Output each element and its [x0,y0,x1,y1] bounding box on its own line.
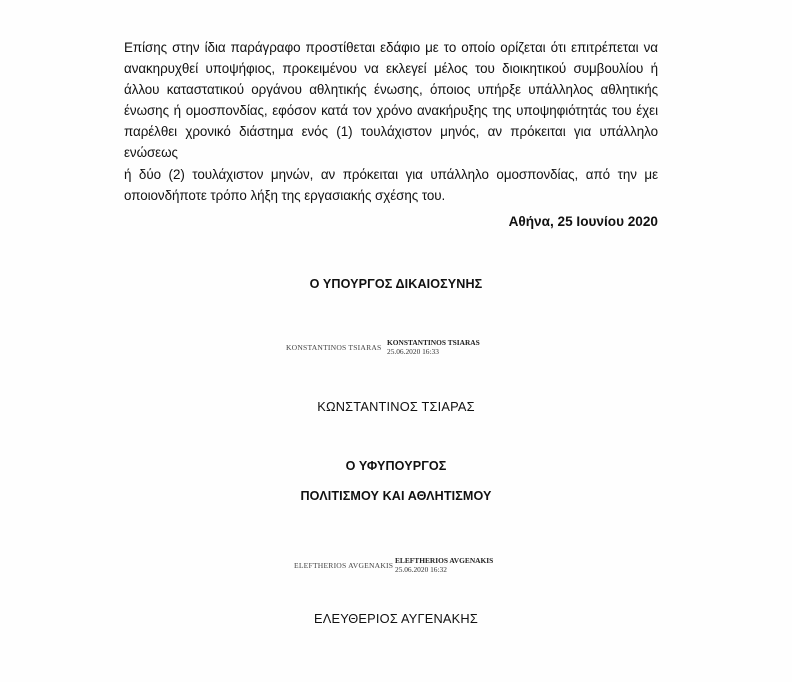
paragraph-line: παρέλθει χρονικό διάστημα ενός (1) τουλάχιστον μηνός, αν πρόκειται για υπάλληλο ενώσεως [124,124,658,161]
body-paragraph [124,37,658,206]
signature-stamp [387,338,480,356]
paragraph-line: Επίσης στην ίδια παράγραφο προστίθεται εδάφιο με το οποίο ορίζεται ότι επιτρέπεται να [124,40,658,55]
signature-signer: KONSTANTINOS TSIARAS [286,343,382,352]
paragraph-line: ανακηρυχθεί υποψήφιος, προκειμένου να εκλεγεί μέλος του διοικητικού συμβουλίου ή [124,61,658,77]
signatory-title-line-2: ΠΟΛΙΤΙΣΜΟΥ ΚΑΙ ΑΘΛΗΤΙΣΜΟΥ [300,489,492,503]
stamp-datetime: 25.06.2020 16:33 [387,347,439,356]
signatory-name: ΚΩΝΣΤΑΝΤΙΝΟΣ ΤΣΙΑΡΑΣ [317,399,475,414]
paragraph-line: ή δύο (2) τουλάχιστον μηνών, αν πρόκειται για υπάλληλο ομοσπονδίας, από την με [124,166,658,182]
signatory-title: Ο ΥΦΥΠΟΥΡΓΟΣ [345,459,447,473]
signatory-title: Ο ΥΠΟΥΡΓΟΣ ΔΙΚΑΙΟΣΥΝΗΣ [309,277,483,291]
signature-signer: ELEFTHERIOS AVGENAKIS [294,561,394,570]
paragraph-line: άλλου καταστατικού οργάνου αθλητικής ένωσης, όποιος υπήρξε υπάλληλος αθλητικής [124,82,658,98]
paragraph-line: ένωσης ή ομοσπονδίας, εφόσον κατά τον χρόνο ανακήρυξης της υποψηφιότητάς του έχει [124,103,658,119]
signature-stamp [395,556,493,574]
paragraph-line: οποιονδήποτε τρόπο λήξη της εργασιακής σχέσης του. [124,187,446,203]
place-date: Αθήνα, 25 Ιουνίου 2020 [508,214,658,229]
signatory-name: ΕΛΕΥΘΕΡΙΟΣ ΑΥΓΕΝΑΚΗΣ [314,611,478,626]
stamp-name: KONSTANTINOS TSIARAS [387,338,480,347]
stamp-name: ELEFTHERIOS AVGENAKIS [395,556,494,565]
stamp-datetime: 25.06.2020 16:32 [395,565,447,574]
